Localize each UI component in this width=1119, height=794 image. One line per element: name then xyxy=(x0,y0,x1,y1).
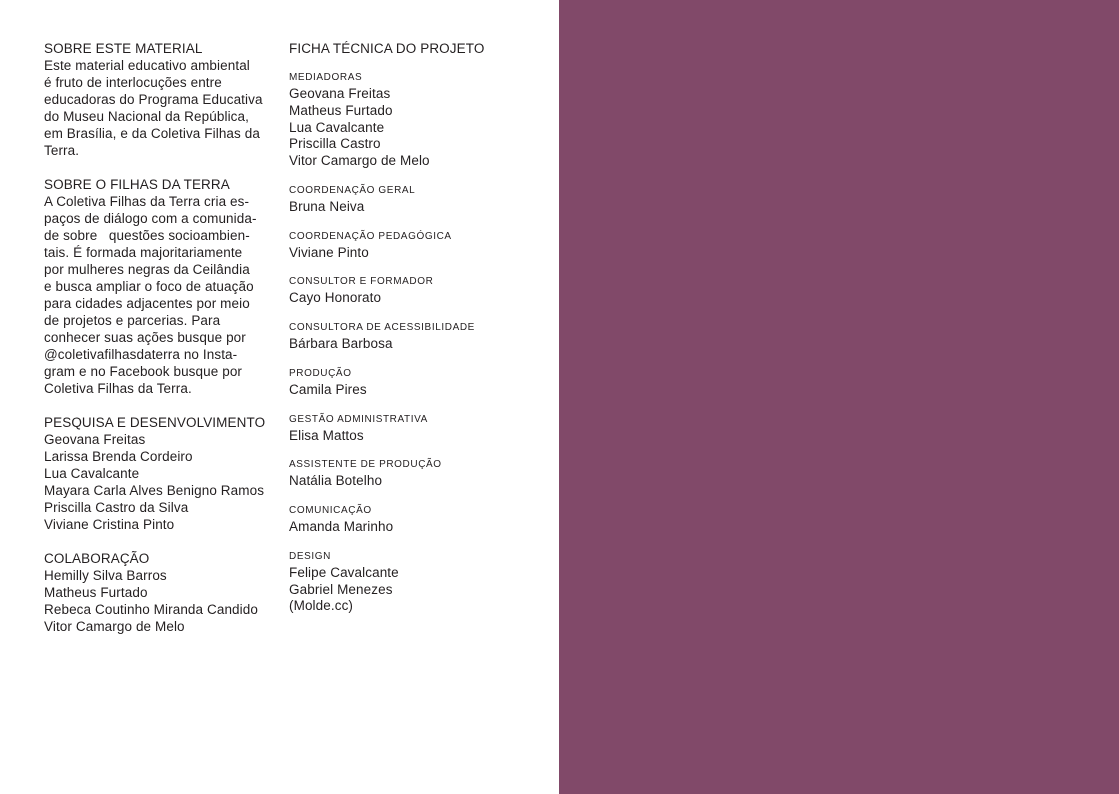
credit-block xyxy=(289,183,539,216)
credit-role-label: CONSULTOR E FORMADOR xyxy=(289,276,434,288)
text-line: Matheus Furtado xyxy=(44,585,148,600)
credit-block xyxy=(289,229,539,262)
credit-role-label: COORDENAÇÃO PEDAGÓGICA xyxy=(289,230,452,242)
text-line: Coletiva Filhas da Terra. xyxy=(44,381,192,396)
text-line: do Museu Nacional da República, xyxy=(44,109,249,124)
credit-role-label: CONSULTORA DE ACESSIBILIDADE xyxy=(289,322,475,333)
credit-name: Gabriel Menezes xyxy=(289,581,393,597)
text-line: em Brasília, e da Coletiva Filhas da xyxy=(44,126,260,141)
credit-name: Amanda Marinho xyxy=(289,519,394,534)
credit-role-label: PRODUÇÃO xyxy=(289,367,352,379)
text-line: Rebeca Coutinho Miranda Candido xyxy=(44,602,258,617)
text-line: Lua Cavalcante xyxy=(44,466,140,481)
credit-role-label: DESIGN xyxy=(289,550,331,562)
text-line: Larissa Brenda Cordeiro xyxy=(44,449,193,464)
credit-name: Camila Pires xyxy=(289,381,367,397)
credit-name: Bruna Neiva xyxy=(289,198,365,214)
credit-block xyxy=(289,366,539,399)
section-heading: SOBRE ESTE MATERIAL xyxy=(44,41,203,56)
section-heading: SOBRE O FILHAS DA TERRA xyxy=(44,177,230,192)
text-line: Viviane Cristina Pinto xyxy=(44,517,175,532)
text-line: de projetos e parcerias. Para xyxy=(44,313,221,328)
text-line: A Coletiva Filhas da Terra cria es- xyxy=(44,194,250,209)
text-line: é fruto de interlocuções entre xyxy=(44,75,222,90)
text-section xyxy=(44,550,280,635)
text-line: Vitor Camargo de Melo xyxy=(44,619,185,634)
credit-name: Elisa Mattos xyxy=(289,427,364,443)
credits-column xyxy=(289,40,539,628)
text-line: Geovana Freitas xyxy=(44,432,146,447)
text-line: educadoras do Programa Educativa xyxy=(44,92,263,107)
text-line: @coletivafilhasdaterra no Insta- xyxy=(44,347,238,362)
credits-list xyxy=(289,70,539,615)
text-line: gram e no Facebook busque por xyxy=(44,364,243,379)
credit-block xyxy=(289,70,539,170)
text-line: Mayara Carla Alves Benigno Ramos xyxy=(44,483,265,498)
credit-role-label: COMUNICAÇÃO xyxy=(289,505,372,516)
text-line: conhecer suas ações busque por xyxy=(44,330,246,345)
text-line: e busca ampliar o foco de atuação xyxy=(44,279,254,294)
text-section xyxy=(44,414,280,533)
credit-role-label: ASSISTENTE DE PRODUÇÃO xyxy=(289,459,442,471)
text-line: Priscilla Castro da Silva xyxy=(44,500,189,515)
text-section xyxy=(44,176,280,397)
credit-block xyxy=(289,549,539,615)
credit-name: Matheus Furtado xyxy=(289,102,393,118)
credit-role-label: GESTÃO ADMINISTRATIVA xyxy=(289,413,428,425)
credit-name: Lua Cavalcante xyxy=(289,119,385,135)
credit-role-label: COORDENAÇÃO GERAL xyxy=(289,184,416,196)
text-line: tais. É formada majoritariamente xyxy=(44,245,243,260)
section-heading: PESQUISA E DESENVOLVIMENTO xyxy=(44,415,266,430)
credit-name: Natália Botelho xyxy=(289,473,383,489)
credit-block xyxy=(289,274,539,307)
credit-block xyxy=(289,412,539,445)
text-line: Este material educativo ambiental xyxy=(44,58,250,73)
text-line: Hemilly Silva Barros xyxy=(44,568,167,583)
credit-name: Cayo Honorato xyxy=(289,290,382,306)
about-column xyxy=(44,40,280,652)
credit-block xyxy=(289,320,539,353)
section-heading: COLABORAÇÃO xyxy=(44,551,150,566)
text-section xyxy=(44,40,280,159)
credit-name: Viviane Pinto xyxy=(289,244,369,260)
color-panel xyxy=(559,0,1119,794)
credit-name: (Molde.cc) xyxy=(289,598,354,614)
credit-name: Felipe Cavalcante xyxy=(289,564,399,580)
credit-name: Vitor Camargo de Melo xyxy=(289,153,430,168)
credits-heading: FICHA TÉCNICA DO PROJETO xyxy=(289,41,485,56)
credit-role-label: MEDIADORAS xyxy=(289,72,363,83)
credit-block xyxy=(289,503,539,536)
credit-name: Priscilla Castro xyxy=(289,136,381,152)
text-line: Terra. xyxy=(44,143,80,158)
credit-name: Geovana Freitas xyxy=(289,86,391,101)
text-line: para cidades adjacentes por meio xyxy=(44,296,250,311)
credit-block xyxy=(289,457,539,490)
credit-name: Bárbara Barbosa xyxy=(289,336,393,351)
text-line: de sobre questões socioambien- xyxy=(44,228,250,243)
text-line: paços de diálogo com a comunida- xyxy=(44,211,257,226)
text-line: por mulheres negras da Ceilândia xyxy=(44,262,250,277)
